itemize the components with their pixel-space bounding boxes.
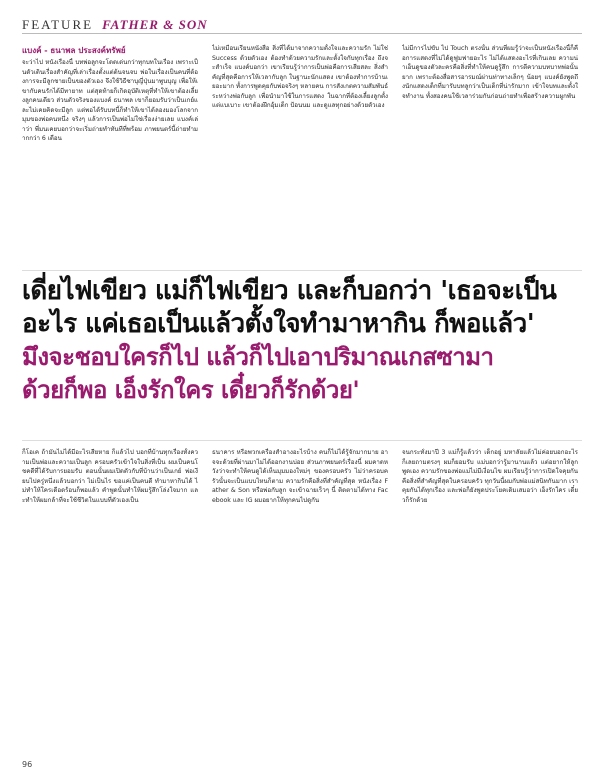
pull-quote [22,275,578,435]
article-column-6: จนกระทั่งมาปี 3 แม่ก็รู้แล้วว่า เด็กอยู่ มหาลัยแล้วไม่ค่อยบอกอะไร ก็เลยถามตรงๆ ผมก็ยอมรับ แม่บอกว่ารู้มานานแล้ว แต่อยากให้ลูกพูดเอง ความรักของพ่อแม่ไม่มีเงื่อนไข ผมเรียนรู้ว่าการเปิดใจคุยกันคือสิ่งที่สำคัญที่สุดในครอบครัว ทุกวันนี้ผมกับพ่อแม่สนิทกันมาก เราคุยกันได้ทุกเรื่อง และพ่อก็ยังพูดประโยคเดิมเสมอว่า เอ็งรักใคร เดี๋ยวก็รักด้วย [402,449,578,504]
section-title: FATHER & SON [102,17,208,32]
byline: แบงค์ - ธนาพล ประสงค์ทรัพย์ [22,46,126,55]
article-column-5: ธนาคาร หรือพวกเครื่องสำอางอะไรบ้าง คนก็ไม่ได้รู้จักมากมาย อาจจะด้วยที่ผ่านมาไม่ได้ออกงานบ่อย ส่วนภาพยนตร์เรื่องนี้ ผมคาดหวังว่าจะทำให้คนดูได้เห็นมุมมองใหม่ๆ ของครอบครัว ไม่ว่าครอบครัวนั้นจะเป็นแบบไหนก็ตาม ความรักคือสิ่งที่สำคัญที่สุด หนังเรื่อง Father & Son หรือพ่อกับลูก จะเข้าฉายเร็วๆ นี้ ติดตามได้ทาง Facebook และ IG ผมอยากให้ทุกคนไปดูกัน [212,449,388,504]
pull-quote-line-2: อะไร แค่เธอเป็นแล้วตั้งใจทำมาหากิน ก็พอแล้ว' [22,309,535,339]
header-rule [22,33,582,34]
pull-quote-line-3: มึงจะชอบใครก็ไป แล้วก็ไปเอาปริมาณเกสซามา [22,343,494,371]
article-column-2: ไม่เหมือนเรียนหนังสือ สิ่งที่ได้มาจากความตั้งใจและความรัก ไม่ใช่ Success ด้วยตัวเอง ต้องทำด้วยความรักและตั้งใจกับทุกเรื่อง ถึงจะสำเร็จ แบงค์บอกว่า เขาเรียนรู้ว่าการเป็นพ่อคือการเสียสละ สิ่งสำคัญที่สุดคือการให้เวลากับลูก ในฐานะนักแสดง เขาต้องทำการบ้านเยอะมาก ทั้งการพูดคุยกับพ่อจริงๆ หลายคน การสังเกตความสัมพันธ์ระหว่างพ่อกับลูก เพื่อนำมาใช้ในการแสดง ในฉากที่ต้องเลี้ยงลูกตั้งแต่แบเบาะ เขาต้องฝึกอุ้มเด็ก ป้อนนม และดูแลทุกอย่างด้วยตัวเอง [212,45,388,109]
article-column-4: ก็โอเค ถ้ามันไม่ได้มีอะไรเสียหาย ก็แล้วไป บอกที่บ้านทุกเรื่องทั้งความเป็นพ่อและความเป็นลูก ครอบครัวเข้าใจในสิ่งที่เป็น ผมเป็นคนโชคดีที่ได้รับการยอมรับ ตอนนั้นผมเปิดตัวกับที่บ้านว่าเป็นเกย์ พ่อเงียบไปครู่หนึ่งแล้วบอกว่า ไม่เป็นไร ขอแค่เป็นคนดี ทำมาหากินได้ ไม่ทำให้ใครเดือดร้อนก็พอแล้ว คำพูดนั้นทำให้ผมรู้สึกโล่งใจมาก และทำให้ผมกล้าที่จะใช้ชีวิตในแบบที่ตัวเองเป็น [22,449,198,504]
article-column-3: ไม่มีการไปขับ ไป Touch ตรงนั้น ส่วนที่ผมรู้ว่าจะเป็นหนังเรื่องนี้ก็คือการแสดงที่ไม่ได้ดูฟูมฟายอะไร ไม่ได้แสดงอะไรที่เกินเลย ความน่าเอ็นดูของตัวละครคือสิ่งที่ทำให้คนดูรู้สึก การตีความบทบาทพ่อนั้นยาก เพราะต้องสื่อสารอารมณ์ผ่านท่าทางเล็กๆ น้อยๆ แบงค์ยังพูดถึงนักแสดงเด็กที่มารับบทลูกว่าเป็นเด็กที่น่ารักมาก เข้าใจบทและตั้งใจทำงาน ทั้งสองคนใช้เวลาร่วมกันก่อนถ่ายทำเพื่อสร้างความผูกพัน [402,45,578,100]
pull-quote-line-4: ด้วยก็พอ เอ็งรักใคร เดี๋ยวก็รักด้วย' [22,376,360,404]
pull-quote-rule-top [22,270,582,271]
feature-label: FEATURE [22,17,94,32]
article-column-1: จะว่าไป หนังเรื่องนี้ บทพ่อลูกจะโดดเด่นกว่าทุกบทในเรื่อง เพราะเป็นตัวเดินเรื่องสำคัญที่เล่าเรื่องตั้งแต่ต้นจนจบ พ่อในเรื่องเป็นคนที่ต้องการจะมีลูกชายเป็นของตัวเอง จึงใช้วิธีซาบุญี่ปุ่นมาพูนบุญ เพื่อให้เขากับคนรักได้มีทายาท แต่สุดท้ายก็เกิดอุบัติเหตุที่ทำให้เขาต้องเลี้ยงลูกคนเดียว ส่วนตัวจริงของแบงค์ ธนาพล เขาก็ยอมรับว่าเป็นเกย์และไม่เคยคิดจะมีลูก แต่พอได้รับบทนี้ก็ทำให้เขาได้ลองมองโลกจากมุมของพ่อคนหนึ่ง จริงๆ แล้วการเป็นพ่อไม่ใช่เรื่องง่ายเลย แบงค์เล่าว่า พี่มนเคยบอกว่าจะเริ่มถ่ายทำทันทีที่พร้อม ภาพยนตร์นี้ถ่ายทำมากกว่า 6 เดือน [22,59,198,142]
pull-quote-line-1: เดี่ยไฟเขียว แม่ก็ไฟเขียว และก็บอกว่า 'เธอจะเป็น [22,276,557,306]
page-number: 96 [22,760,33,769]
pull-quote-rule-bottom [22,440,582,441]
